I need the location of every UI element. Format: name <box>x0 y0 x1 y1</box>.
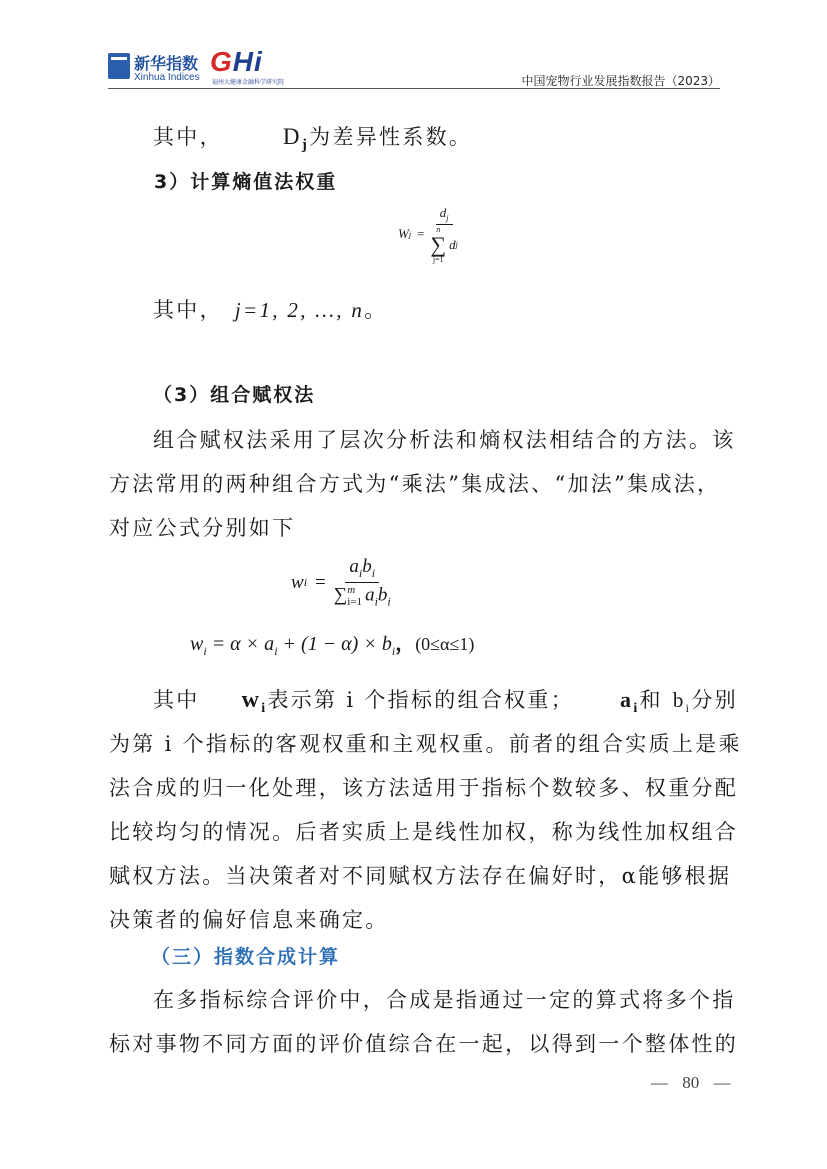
j-range-line: 其中， j=1, 2, …, n。 <box>153 298 388 322</box>
paragraph-line: 赋权方法。当决策者对不同赋权方法存在偏好时，α能够根据 <box>109 864 732 888</box>
multiplicative-formula: w i = $a_ib_i$ ∑ m i=1 $a_ib_i$ <box>291 556 391 609</box>
paragraph-line: 法合成的归一化处理，该方法适用于指标个数较多、权重分配 <box>109 776 739 800</box>
dj-description-line: 其中， $D_j$为差异性系数。 <box>153 124 473 154</box>
heading-combination-weighting: （3）组合赋权法 <box>153 384 316 406</box>
paragraph-line: 其中 $w_i$表示第 i 个指标的组合权重； $a_i$和 $b_i$分别 <box>153 687 738 717</box>
xinhua-logo-text: 新华指数 <box>134 54 199 73</box>
paragraph-line: 标对事物不同方面的评价值综合在一起，以得到一个整体性的 <box>109 1032 739 1056</box>
report-title: 中国宠物行业发展指数报告（2023） <box>521 74 720 88</box>
ghi-logo-subtext: 福州大健康金融科学研究院 <box>212 79 285 86</box>
paragraph-line: 在多指标综合评价中，合成是指通过一定的算式将多个指 <box>153 988 736 1012</box>
paragraph-line: 决策者的偏好信息来确定。 <box>109 908 389 932</box>
ghi-logo: GHi <box>210 46 263 77</box>
page-number: — 80 — <box>651 1073 731 1092</box>
paragraph-line: 为第 i 个指标的客观权重和主观权重。前者的组合实质上是乘 <box>109 732 742 756</box>
xinhua-logo-mark <box>111 57 127 60</box>
header-divider <box>108 88 720 89</box>
paragraph-line: 比较均匀的情况。后者实质上是线性加权，称为线性加权组合 <box>109 820 739 844</box>
paragraph-line: 组合赋权法采用了层次分析法和熵权法相结合的方法。该 <box>153 428 736 452</box>
heading-index-synthesis: （三）指数合成计算 <box>151 946 341 968</box>
paragraph-line: 对应公式分别如下 <box>109 516 296 540</box>
entropy-weight-formula: W j = $d_j$ n ∑ j=1 d j <box>398 205 458 264</box>
heading-entropy-weight: 3）计算熵值法权重 <box>154 171 338 193</box>
additive-formula: $w_i = \alpha \times a_i + (1 - \alpha) \times b_i$，(0≤α≤1) <box>190 633 475 658</box>
xinhua-logo-subtext: Xinhua Indices <box>134 72 200 83</box>
paragraph-line: 方法常用的两种组合方式为“乘法”集成法、“加法”集成法， <box>109 472 721 496</box>
